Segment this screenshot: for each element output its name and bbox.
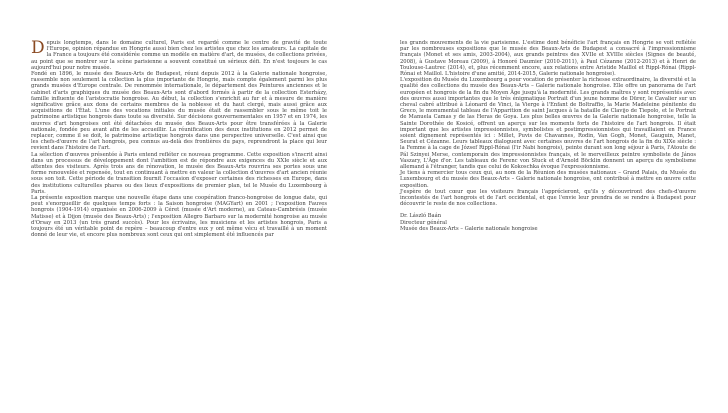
paragraph-8: J'espère de tout cœur que les visiteurs français l'apprécieront, qu'ils y découvriront des chefs-d'œuvre incontestés de l'art hongrois et de l'art occidental, et que l'envie leur prendra de se rendre à Budapest pour découvrir le reste de nos collections.	[400, 188, 696, 208]
paragraph-4: La présente exposition marque une nouvelle étape dans une coopération franco-hongroise de longue date, qui peut s'enorgueillir de quelques temps forts : la Saison hongroise (MAGYart) en 2001 ; l'exposition Fauves hongrois (1904-1914) organisée en 2006-2009 à Céret (musée d'Art moderne), au Cateau-Cambrésis (musée Matisse) et à Dijon (musée des Beaux-Arts) ; l'exposition Allegro Barbaro sur la modernité hongroise au musée d'Orsay en 2013 (un très grand succès). Pour les écrivains, les musiciens et les artistes hongrois, Paris a toujours été un véritable point de repère – beaucoup d'entre eux y ont même vécu et travaillé à un moment donné de leur vie, et encore plus nombreux sont ceux qui ont simplement été influencés par	[31, 195, 327, 239]
drop-cap: D	[31, 38, 45, 58]
left-page-text	[31, 40, 327, 239]
signatory-institution: Musée des Beaux-Arts – Galerie nationale hongroise	[400, 226, 538, 233]
paragraph-1: Depuis longtemps, dans le domaine culturel, Paris est regardé comme le centre de gravité de toute l'Europe, opinion répandue en Hongrie aussi bien chez les artistes que chez les amateurs. La capitale de la France a toujours été considérée comme un modèle en matière d'art, de musées, de collections privées, au point que se montrer sur la scène parisienne a souvent constitué un sérieux défi. En n'est toujours le cas aujourd'hui pour notre musée.	[31, 38, 327, 71]
paragraph-5: les grands mouvements de la vie parisienne. L'estime dont bénéficie l'art français en Hongrie se voit reflétée par les nombreuses expositions que le musée des Beaux-Arts de Budapest a consacré à l'impressionnisme français (Monet et ses amis, 2003-2004), aux grands peintres des XVIIe et XVIIIe siècles (Signes de beauté, 2008), à Gustave Moreau (2009), à Honoré Daumier (2010-2011), à Paul Cézanne (2012-2013) et à Henri de Toulouse-Lautrec (2014), et, plus récemment encore, aux relations entre Aristide Maillol et Rippl-Rónai (Rippl-Rónai et Maillol. L'histoire d'une amitié, 2014-2015, Galerie nationale hongroise).	[400, 40, 696, 78]
signatory-name: Dr. László Baán	[400, 213, 442, 220]
paragraph-3: La sélection d'œuvres présentée à Paris entend refléter ce nouveau programme. Cette exposition s'inscrit ainsi dans un processus de développement dont l'ambition est de répondre aux exigences du XXIe siècle et aux attentes des visiteurs. Après trois ans de rénovation, le musée des Beaux-Arts rouvrira ses portes sous une forme renouvelée et repensée, tout en continuant à mettre en valeur la collection d'œuvres d'art ancien réunie sous son toit. Cette période de transition fournit l'occasion d'exposer certaines des richesses en Europe, dans des institutions culturelles phares ou des lieux d'expositions de premier plan, tel le Musée du Luxembourg à Paris.	[31, 151, 327, 195]
paragraph-6: L'exposition du Musée du Luxembourg a pour vocation de présenter la richesse extraordinaire, la diversité et la qualité des collections du musée des Beaux-Arts – Galerie nationale hongroise. Elle offre un panorama de l'art européen et hongrois de la fin du Moyen Âge jusqu'à la modernité. Les grands maîtres y sont représentés avec des œuvres aussi importantes que le très énigmatique Portrait d'un jeune homme de Dürer, le Cavalier sur un cheval cabré attribué à Léonard de Vinci, la Vierge à l'Enfant de Boltraffio, la Marie Madeleine pénitente du Greco, le monumental tableau de l'Apparition de saint Jacques à la bataille de Clavijo de Tiepolo, et le Portrait de Manuela Camas y de las Heras de Goya. Les plus belles œuvres de la Galerie nationale hongroise, telle la Sainte Dorothée de Kosicé, offrent un aperçu sur les moments forts de l'histoire de l'art hongrois. Il était important que les artistes impressionnistes, symbolistes et postimpressionnistes qui travaillaient en France soient dignement représentés ici : Millet, Puvis de Chavannes, Rodin, Van Gogh, Monet, Gauguin, Manet, Seurat et Cézanne. Leurs tableaux dialoguent avec certaines œuvres de l'art hongrois de la fin du XIXe siècle : la Femme à la cage de József Rippl-Rónai (l'ir Nabi hongrois), peinte durant son long séjour à Paris, l'Atoute de Pál Szinyei Merse, contemporain des impressionnistes français, et le merveilleux peintre symboliste de János Vaszary, L'Âge d'or. Les tableaux de Ferenc von Stuck et d'Arnold Böcklin donnent un aperçu du symbolisme allemand à l'étranger, tandis que celui de Kokoschka évoque l'expressionnisme.	[400, 77, 696, 171]
paragraph-7: Je tiens à remercier tous ceux qui, au nom de la Réunion des musées nationaux – Grand Palais, du Musée du Luxembourg et du musée des Beaux-Arts – Galerie nationale hongroise, ont contribué à mettre en œuvre cette exposition.	[400, 170, 696, 189]
paragraph-2: Fondé en 1896, le musée des Beaux-Arts de Budapest, réuni depuis 2012 à la Galerie nationale hongroise, rassemble non seulement la collection la plus importante de Hongrie, mais compte également parmi les plus grands musées d'Europe centrale. De renommée internationale, le département des Peintures anciennes et le cabinet d'arts graphiques du musée des Beaux-Arts sont d'abord formés à partir de la collection Esterházy, famille influente de l'aristocratie hongroise. Au début, la collection s'enrichit au fur et à mesure de manière significative grâce aux dons de certains membres de la noblesse et du haut clergé, mais aussi grâce aux acquisitions de l'État. L'une des vocations initiales du musée était de rassembler sous le même toit le patrimoine artistique hongrois dans toute sa diversité. Sur décisions gouvernementales en 1957 et en 1974, les œuvres d'art hongroises ont été détachées du musée des Beaux-Arts pour être transférées à la Galerie nationale, fondée peu avant afin de les accueillir. La réunification des deux institutions en 2012 permet de replacer, comme il se doit, le patrimoine artistique hongrois dans une perspective universelle. C'est ainsi que les chefs-d'œuvre de l'art hongrois, peu connus au-delà des frontières du pays, reprendront la place qui leur revient dans l'histoire de l'art.	[31, 71, 327, 152]
signatory-role: Directeur général	[400, 219, 447, 226]
signature-block	[400, 213, 696, 232]
right-page-text	[400, 40, 696, 233]
